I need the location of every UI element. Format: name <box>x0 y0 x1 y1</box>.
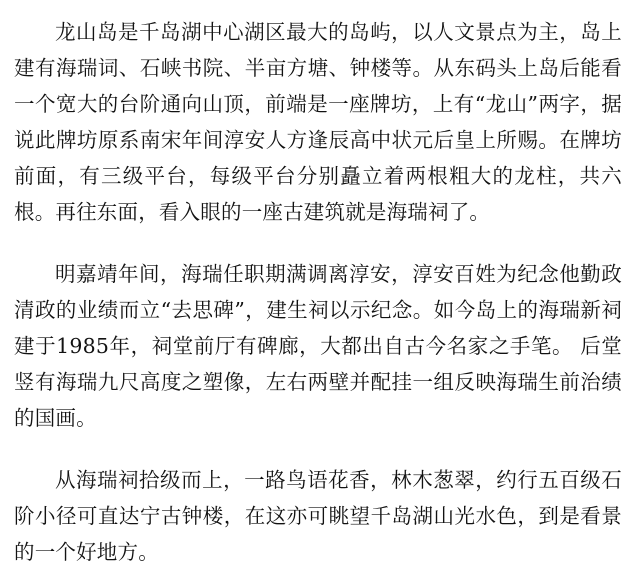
paragraph-1: 龙山岛是千岛湖中心湖区最大的岛屿，以人文景点为主，岛上建有海瑞词、石峡书院、半亩方塘、钟楼等。从东码头上岛后能看一个宽大的台阶通向山顶，前端是一座牌坊，上有“龙山”两字，据说此牌坊原系南宋年间淳安人方逢辰高中状元后皇上所赐。在牌坊前面，有三级平台，每级平台分别矗立着两根粗大的龙柱，共六根。再往东面，看入眼的一座古建筑就是海瑞祠了。 <box>14 20 622 224</box>
paragraph-3: 从海瑞祠拾级而上，一路鸟语花香，林木葱翠，约行五百级石阶小径可直达宁古钟楼，在这亦可眺望千岛湖山光水色，到是看景的一个好地方。 <box>14 468 622 564</box>
paragraph-2: 明嘉靖年间，海瑞任职期满调离淳安，淳安百姓为纪念他勤政清政的业绩而立“去思碑”，建生祠以示纪念。如今岛上的海瑞新祠建于1985年，祠堂前厅有碑廊，大都出自古今名家之手笔。 后堂竖有海瑞九尺高度之塑像，左右两壁并配挂一组反映海瑞生前治绩的国画。 <box>14 262 622 430</box>
